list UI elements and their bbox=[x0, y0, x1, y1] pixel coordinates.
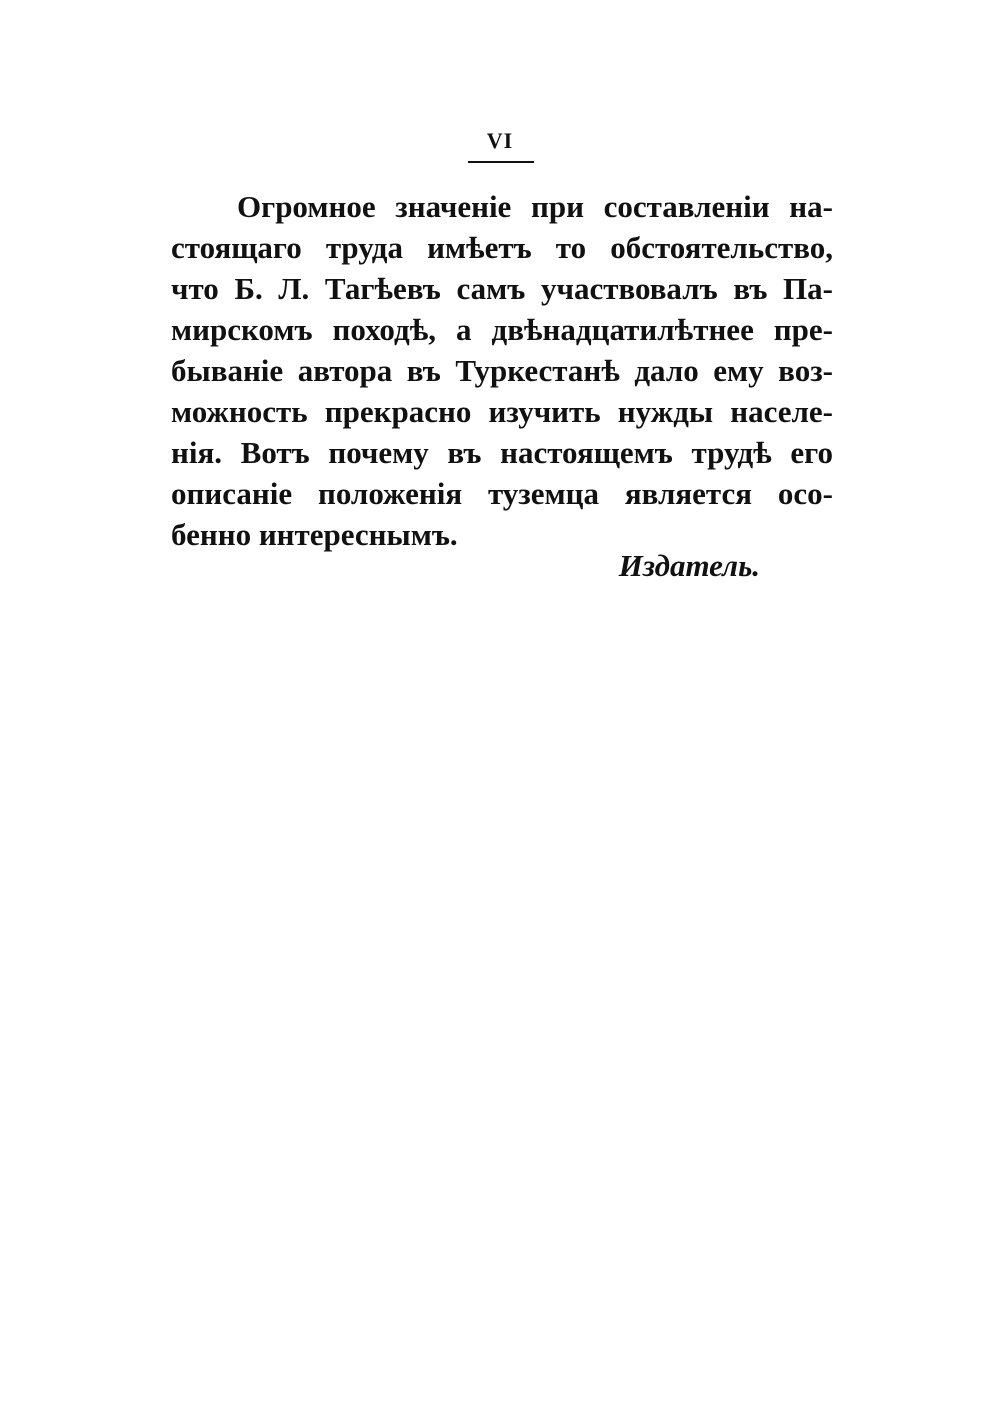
paragraph-line: что Б. Л. Тагѣевъ самъ участвовалъ въ Па- bbox=[171, 271, 833, 306]
paragraph-line: бываніе автора въ Туркестанѣ дало ему воз- bbox=[171, 353, 833, 388]
paragraph-line: стоящаго труда имѣетъ то обстоятельство, bbox=[171, 230, 833, 265]
paragraph-line: Огромное значеніе при составленіи на- bbox=[237, 189, 833, 224]
paragraph-line: можность прекрасно изучить нужды населе- bbox=[171, 394, 833, 429]
paragraph-line: описаніе положенія туземца является осо- bbox=[171, 476, 833, 511]
paragraph-line: бенно интереснымъ. bbox=[171, 517, 458, 552]
paragraph-line: нія. Вотъ почему въ настоящемъ трудѣ его bbox=[171, 435, 833, 470]
paragraph-line: мирскомъ походѣ, а двѣнадцатилѣтнее пре- bbox=[171, 312, 833, 347]
header-rule bbox=[468, 161, 534, 163]
paragraph bbox=[171, 186, 833, 555]
page-number: VI bbox=[486, 128, 514, 153]
publisher-signature: Издатель. bbox=[618, 548, 760, 583]
